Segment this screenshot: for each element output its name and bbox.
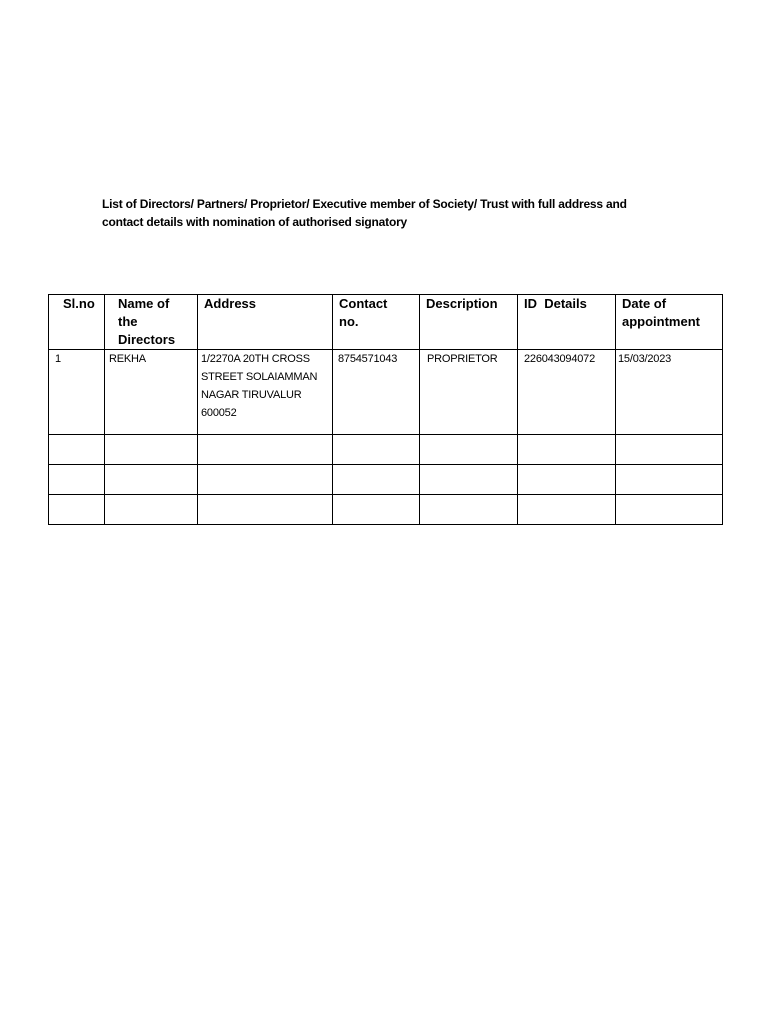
empty-cell (198, 465, 333, 495)
empty-cell (333, 465, 420, 495)
header-address: Address (198, 295, 333, 350)
empty-cell (105, 495, 198, 525)
address-line-3: NAGAR TIRUVALUR (201, 389, 302, 401)
empty-cell (420, 465, 518, 495)
header-date-of-appointment (616, 295, 723, 350)
empty-cell (49, 435, 105, 465)
table-header-row (49, 295, 723, 350)
empty-cell (420, 495, 518, 525)
empty-cell (49, 465, 105, 495)
cell-address (198, 350, 333, 435)
empty-cell (518, 465, 616, 495)
empty-cell (49, 495, 105, 525)
header-name-line-3: Directors (118, 332, 176, 347)
heading-line-1: List of Directors/ Partners/ Proprietor/ Executive member of Society/ Trust with full address and (102, 197, 627, 211)
empty-cell (198, 495, 333, 525)
heading-line-2: contact details with nomination of authorised signatory (102, 215, 408, 229)
empty-cell (420, 435, 518, 465)
empty-cell (518, 435, 616, 465)
empty-cell (616, 495, 723, 525)
header-id-details: ID Details (518, 295, 616, 350)
table-row (49, 495, 723, 525)
empty-cell (333, 495, 420, 525)
cell-id-details: 226043094072 (518, 350, 616, 435)
address-line-2: STREET SOLAIAMMAN (201, 371, 318, 383)
header-date-line-2: appointment (622, 314, 700, 329)
document-heading (102, 195, 682, 231)
address-line-4: 600052 (201, 407, 237, 419)
empty-cell (198, 435, 333, 465)
empty-cell (105, 465, 198, 495)
cell-date-of-appointment: 15/03/2023 (616, 350, 723, 435)
header-contact-line-1: Contact (339, 296, 388, 311)
cell-contact-no: 8754571043 (333, 350, 420, 435)
cell-director-name: REKHA (105, 350, 198, 435)
header-name-line-1: Name of (118, 296, 170, 311)
empty-cell (333, 435, 420, 465)
table-row (49, 435, 723, 465)
table-row (49, 350, 723, 435)
header-sl-no: Sl.no (49, 295, 105, 350)
empty-cell (616, 465, 723, 495)
empty-cell (518, 495, 616, 525)
empty-cell (616, 435, 723, 465)
header-name-of-directors (105, 295, 198, 350)
header-contact-line-2: no. (339, 314, 359, 329)
address-line-1: 1/2270A 20TH CROSS (201, 353, 310, 365)
header-contact-no (333, 295, 420, 350)
empty-cell (105, 435, 198, 465)
cell-sl-no: 1 (49, 350, 105, 435)
table-row (49, 465, 723, 495)
header-date-line-1: Date of (622, 296, 667, 311)
header-description: Description (420, 295, 518, 350)
directors-table (48, 294, 723, 525)
cell-description: PROPRIETOR (420, 350, 518, 435)
header-name-line-2: the (118, 314, 138, 329)
